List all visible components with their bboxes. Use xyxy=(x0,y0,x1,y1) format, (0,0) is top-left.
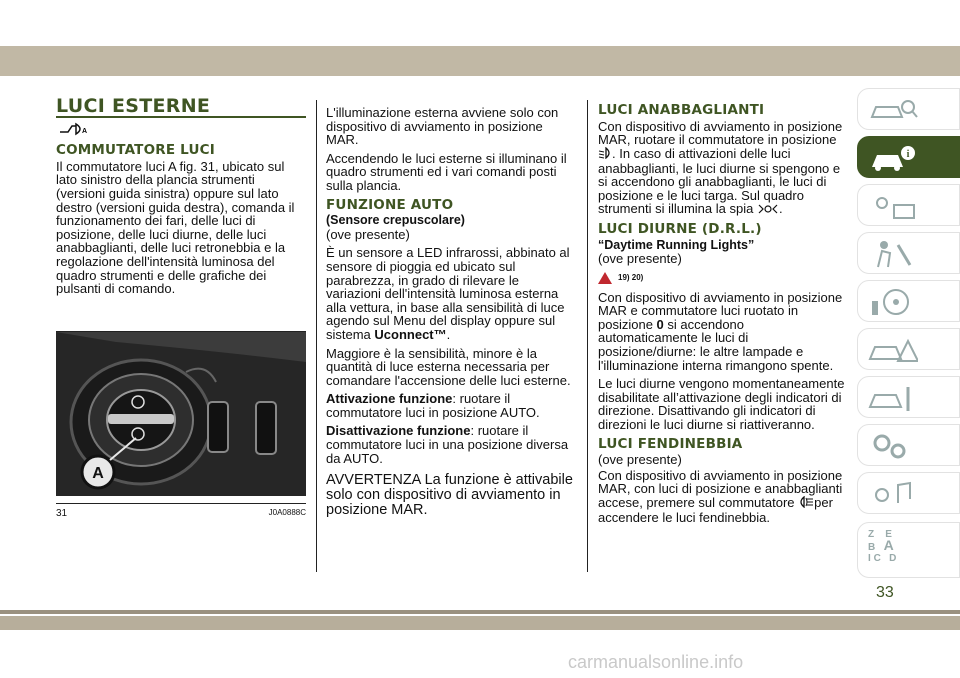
figure-caption xyxy=(56,508,306,519)
seat-airbag-icon xyxy=(868,239,918,274)
figure-code: J0A0888C xyxy=(268,508,306,517)
index-letter-i: I xyxy=(868,553,871,564)
commutatore-text: Il commutatore luci A fig. 31, ubicato sul lato sinistro della plancia strumenti (versioni guida sinistra) oppure sul lato destro (versioni guida destra), comanda il funzionamento dei fari, delle luci di posizione, delle luci diurne, delle luci anabbaglianti, delle luci retronebbia e la regolazione dell'intensità luminosa del quadro strumenti e delle grafiche dei pulsanti di comando. xyxy=(56,158,295,297)
sidebar-item-media[interactable] xyxy=(857,472,960,514)
sidebar-item-gears[interactable] xyxy=(857,424,960,466)
index-letter-b: B xyxy=(868,542,876,553)
footer-band xyxy=(0,616,960,630)
activation-text xyxy=(326,392,574,419)
media-icon xyxy=(868,479,918,514)
warning-note: AVVERTENZA La funzione è attivabile solo con dispositivo di avviamento in posizione MAR. xyxy=(326,472,573,519)
dashboard-light-text: Accendendo le luci esterne si illuminano il quadro strumenti ed i vari comandi posti sulla plancia. xyxy=(326,150,567,193)
index-letter-z: Z xyxy=(868,529,875,540)
figure-callout-label: A xyxy=(92,465,104,482)
index-letter-e: E xyxy=(885,529,892,540)
car-search-icon xyxy=(868,95,918,130)
top-margin xyxy=(0,0,960,44)
svg-text:i: i xyxy=(906,149,910,160)
sensor-text xyxy=(326,246,574,341)
accident-icon xyxy=(868,335,918,370)
warning-refs: 19) 20) xyxy=(618,273,644,283)
caption-rule xyxy=(56,503,306,504)
anabbaglianti-heading: LUCI ANABBAGLIANTI xyxy=(598,102,765,118)
figure-number: 31 xyxy=(56,508,68,519)
activation-desc: : ruotare il commutatore luci in posizione AUTO. xyxy=(326,391,540,420)
commutatore-heading: COMMUTATORE LUCI xyxy=(56,142,215,159)
auto-subheading: (Sensore crepuscolare) xyxy=(326,213,465,228)
index-letter-c: C xyxy=(873,553,881,564)
drl-text-c: si accendono automaticamente le luci di posizione/diurne: le altre lampade e l'illuminazione interna rimangono spente. xyxy=(598,316,834,373)
page-number: 33 xyxy=(876,584,894,601)
anab-text-c: . xyxy=(778,201,783,217)
deactivation-desc: : ruotare il commutatore luci in una posizione diversa da AUTO. xyxy=(326,423,569,466)
column-divider-1 xyxy=(316,100,317,572)
drl-optional: (ove presente) xyxy=(598,251,682,267)
sidebar-item-seat-airbag[interactable] xyxy=(857,232,960,274)
footer-rule xyxy=(0,610,960,614)
column-2 xyxy=(326,106,574,523)
gears-icon xyxy=(868,431,918,466)
fendinebbia-text xyxy=(598,469,846,525)
deactivation-label: Disattivazione funzione xyxy=(326,423,471,439)
position-lights-icon xyxy=(757,203,779,218)
headlight-auto-icon xyxy=(58,122,306,139)
drl-text-a: Con dispositivo di avviamento in posizione MAR e commutatore luci ruotato in posizione xyxy=(598,289,843,332)
drl-text xyxy=(598,291,846,373)
sidebar-item-car-search[interactable] xyxy=(857,88,960,130)
section-title: LUCI ESTERNE xyxy=(56,95,211,117)
sidebar-item-index[interactable] xyxy=(857,522,960,578)
sensitivity-text: Maggiore è la sensibilità, minore è la quantità di luce esterna necessaria per comandare l'accensione delle luci esterne. xyxy=(326,345,571,388)
fendinebbia-heading: LUCI FENDINEBBIA xyxy=(598,435,743,452)
fend-text-a: Con dispositivo di avviamento in posizione MAR, con luci di posizione e anabbaglianti accese, premere sul commutatore xyxy=(598,467,843,510)
uconnect-label: Uconnect™ xyxy=(374,326,447,342)
activation-label: Attivazione funzione xyxy=(326,391,453,407)
sidebar-item-car-tools[interactable] xyxy=(857,376,960,418)
anab-text-b: . In caso di attivazioni delle luci anabbaglianti, le luci diurne si spengono e si accendono gli anabbaglianti, le luci di posizione e le luci targa. Sul quadro strumenti si illumina la spia xyxy=(598,145,841,217)
column-1 xyxy=(56,95,306,301)
column-3 xyxy=(598,104,846,529)
sidebar-item-steering-wheel[interactable] xyxy=(857,280,960,322)
auto-optional: (ove presente) xyxy=(326,226,410,242)
sensor-text-a: È un sensore a LED infrarossi, abbinato al sensore di pioggia ed ubicato sul parabrezza, in grado di rilevare le variazioni dell'intensità luminosa esterna alla vettura, in base alla sensibilità di luce agendo sul Menu del display oppure sul sistema xyxy=(326,245,570,342)
fend-text-b: per accendere le luci fendinebbia. xyxy=(598,494,833,525)
low-beam-icon xyxy=(598,147,612,162)
drl-disable-text: Le luci diurne vengono momentaneamente disabilitate all’attivazione degli indicatori di direzione. Disattivando gli indicatori di direzioni le luci diurne si riattiveranno. xyxy=(598,376,845,432)
car-info-icon xyxy=(868,143,918,178)
drl-heading: LUCI DIURNE (D.R.L.) xyxy=(598,221,762,238)
sensor-text-c: . xyxy=(446,326,451,342)
car-tools-icon xyxy=(868,383,918,418)
sidebar-item-warning-lights[interactable] xyxy=(857,184,960,226)
exterior-light-text: L'illuminazione esterna avviene solo con dispositivo di avviamento in posizione MAR. xyxy=(326,105,559,148)
watermark: carmanualsonline.info xyxy=(568,652,744,672)
fog-light-icon xyxy=(798,496,814,511)
warning-reference xyxy=(598,271,846,285)
drl-position-zero: 0 xyxy=(656,316,664,332)
anab-text-a: Con dispositivo di avviamento in posizione MAR, ruotare il commutatore in posizione xyxy=(598,118,843,148)
sidebar-item-car-info[interactable] xyxy=(857,136,960,178)
drl-subheading: “Daytime Running Lights” xyxy=(598,237,755,252)
steering-wheel-icon xyxy=(868,287,918,322)
svg-text:A: A xyxy=(82,127,88,135)
fendinebbia-optional: (ove presente) xyxy=(598,452,682,468)
index-letter-d: D xyxy=(889,553,897,564)
light-switch-photo xyxy=(56,331,306,496)
auto-heading: FUNZIONE AUTO xyxy=(326,196,454,213)
header-band xyxy=(0,46,960,76)
sidebar-item-accident[interactable] xyxy=(857,328,960,370)
column-divider-2 xyxy=(587,100,588,572)
warning-lights-icon xyxy=(868,191,918,226)
index-icon xyxy=(868,529,928,564)
index-letter-a: A xyxy=(883,537,894,553)
deactivation-text xyxy=(326,424,574,465)
title-rule xyxy=(56,95,306,118)
warning-triangle-icon xyxy=(598,272,612,284)
anabbaglianti-text xyxy=(598,120,846,218)
